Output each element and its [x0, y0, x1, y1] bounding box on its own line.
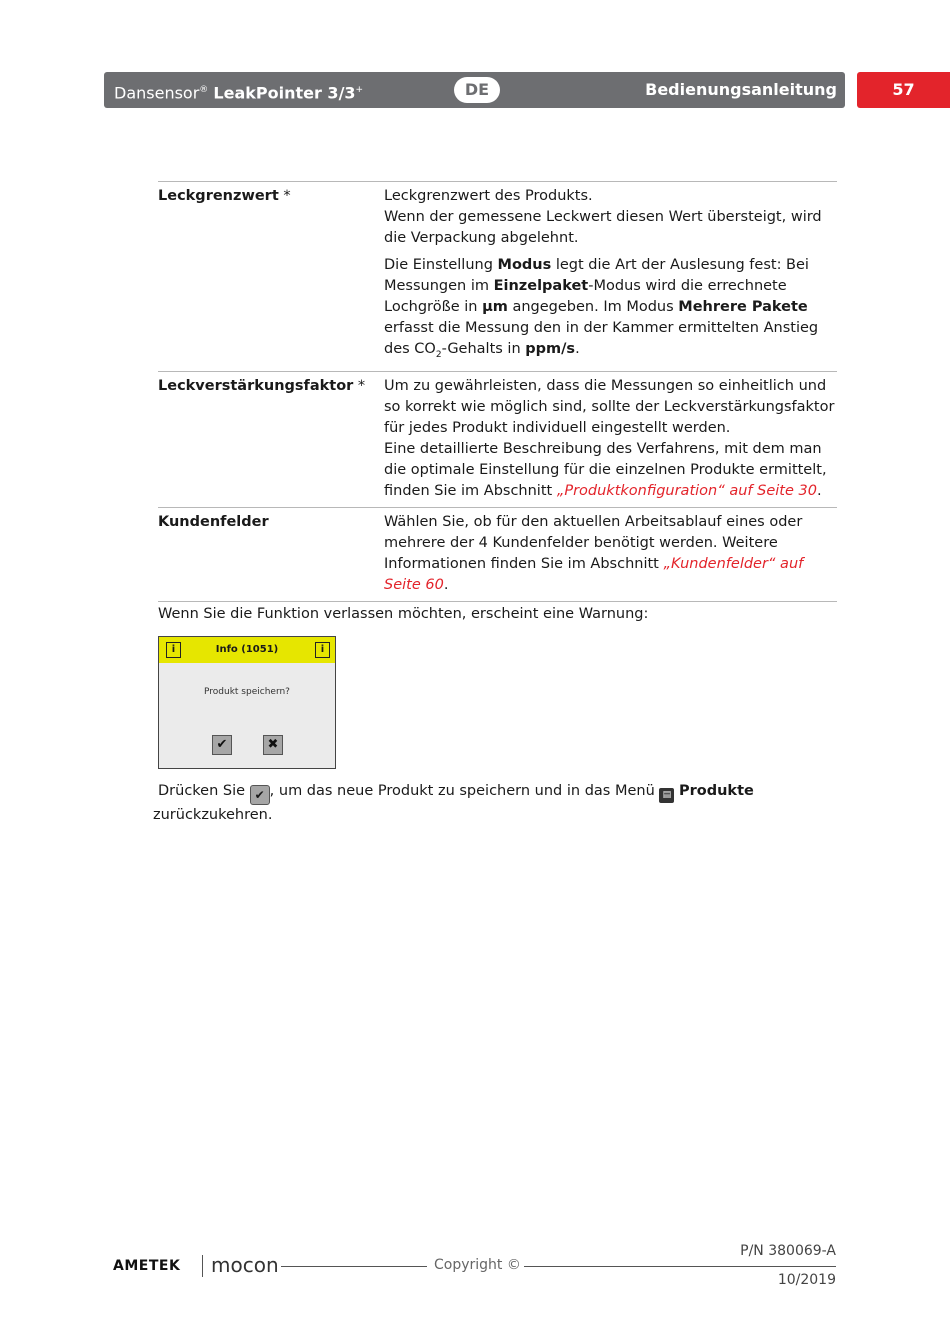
paragraph: Leckgrenzwert des Produkts. Wenn der gemessene Leckwert diesen Wert übersteigt, wird die Verpackung abgelehnt.: [384, 188, 822, 246]
dialog-title: Info (1051): [215, 644, 279, 655]
cross-reference-link[interactable]: „Kundenfelder“ auf Seite 60: [384, 555, 804, 593]
cross-reference-link[interactable]: „Produktkonfiguration“ auf Seite 30: [556, 482, 817, 499]
footer-rule: [281, 1266, 427, 1267]
table-row: [158, 507, 837, 601]
manual-title: Bedienungsanleitung: [645, 80, 837, 99]
dialog-header: [159, 637, 335, 663]
logo-divider: [202, 1255, 203, 1277]
cancel-button[interactable]: [263, 735, 283, 755]
description-cell: [384, 182, 837, 372]
products-menu-icon: ▤: [659, 788, 674, 803]
info-icon: i: [166, 642, 181, 658]
table-row: [158, 182, 837, 372]
info-dialog: [158, 636, 336, 769]
confirm-button[interactable]: [212, 735, 232, 755]
part-number: P/N 380069-A: [740, 1243, 836, 1259]
paragraph: Um zu gewährleisten, dass die Messungen so einheitlich und so korrekt wie möglich sind, sollte der Leckverstärkungsfaktor für jedes Produkt individuell eingestellt werden. Eine detaillierte Beschreibung des Verfahrens, mit dem man die optimale Einstellung für die einzelnen Produkte ermittelt, finden Sie im Abschnitt „Produktkonfiguration“ auf Seite 30.: [384, 377, 835, 499]
paragraph: Wählen Sie, ob für den aktuellen Arbeitsablauf eines oder mehrere der 4 Kundenfelder benötigt werden. Weitere Informationen finden Sie im Abschnitt „Kundenfelder“ auf Seite 60.: [384, 513, 804, 593]
check-icon: ✔: [250, 785, 270, 805]
footer-rule: [524, 1266, 836, 1267]
paragraph: Die Einstellung Modus legt die Art der Auslesung fest: Bei Messungen im Einzelpaket-Modus wird die errechnete Lochgröße in µm angegeben. Im Modus Mehrere Pakete erfasst die Messung den in der Kammer ermittelten Anstieg des $CO_2$-Gehalts in ppm/s.: [384, 257, 819, 360]
product-title: Dansensor® LeakPointer 3/3+: [114, 83, 364, 103]
warning-intro: Wenn Sie die Funktion verlassen möchten, erscheint eine Warnung:: [158, 606, 649, 622]
check-icon: ✔: [216, 737, 228, 752]
term-cell: Kundenfelder: [158, 507, 384, 601]
revision-date: 10/2019: [777, 1272, 836, 1288]
language-badge: DE: [454, 77, 500, 103]
products-menu-label: Produkte: [678, 783, 754, 799]
table-row: [158, 371, 837, 507]
page-number: 57: [857, 72, 950, 108]
x-icon: ✖: [267, 737, 279, 752]
ametek-logo: AMETEK: [113, 1258, 181, 1274]
description-cell: [384, 507, 837, 601]
term-cell: Leckverstärkungsfaktor *: [158, 371, 384, 507]
header-bar: [104, 72, 845, 108]
product-name: LeakPointer 3/3: [213, 83, 356, 103]
description-cell: [384, 371, 837, 507]
copyright: Copyright ©: [434, 1257, 521, 1273]
term-cell: Leckgrenzwert *: [158, 182, 384, 372]
instruction-text: Drücken Sie ✔ , um das neue Produkt zu speichern und in das Menü ▤ Produkte zurückzukehren.: [153, 783, 754, 823]
info-icon: i: [315, 642, 330, 658]
mocon-logo: mocon: [211, 1253, 279, 1277]
parameter-table: [158, 181, 837, 602]
dialog-message: Produkt speichern?: [204, 687, 290, 697]
